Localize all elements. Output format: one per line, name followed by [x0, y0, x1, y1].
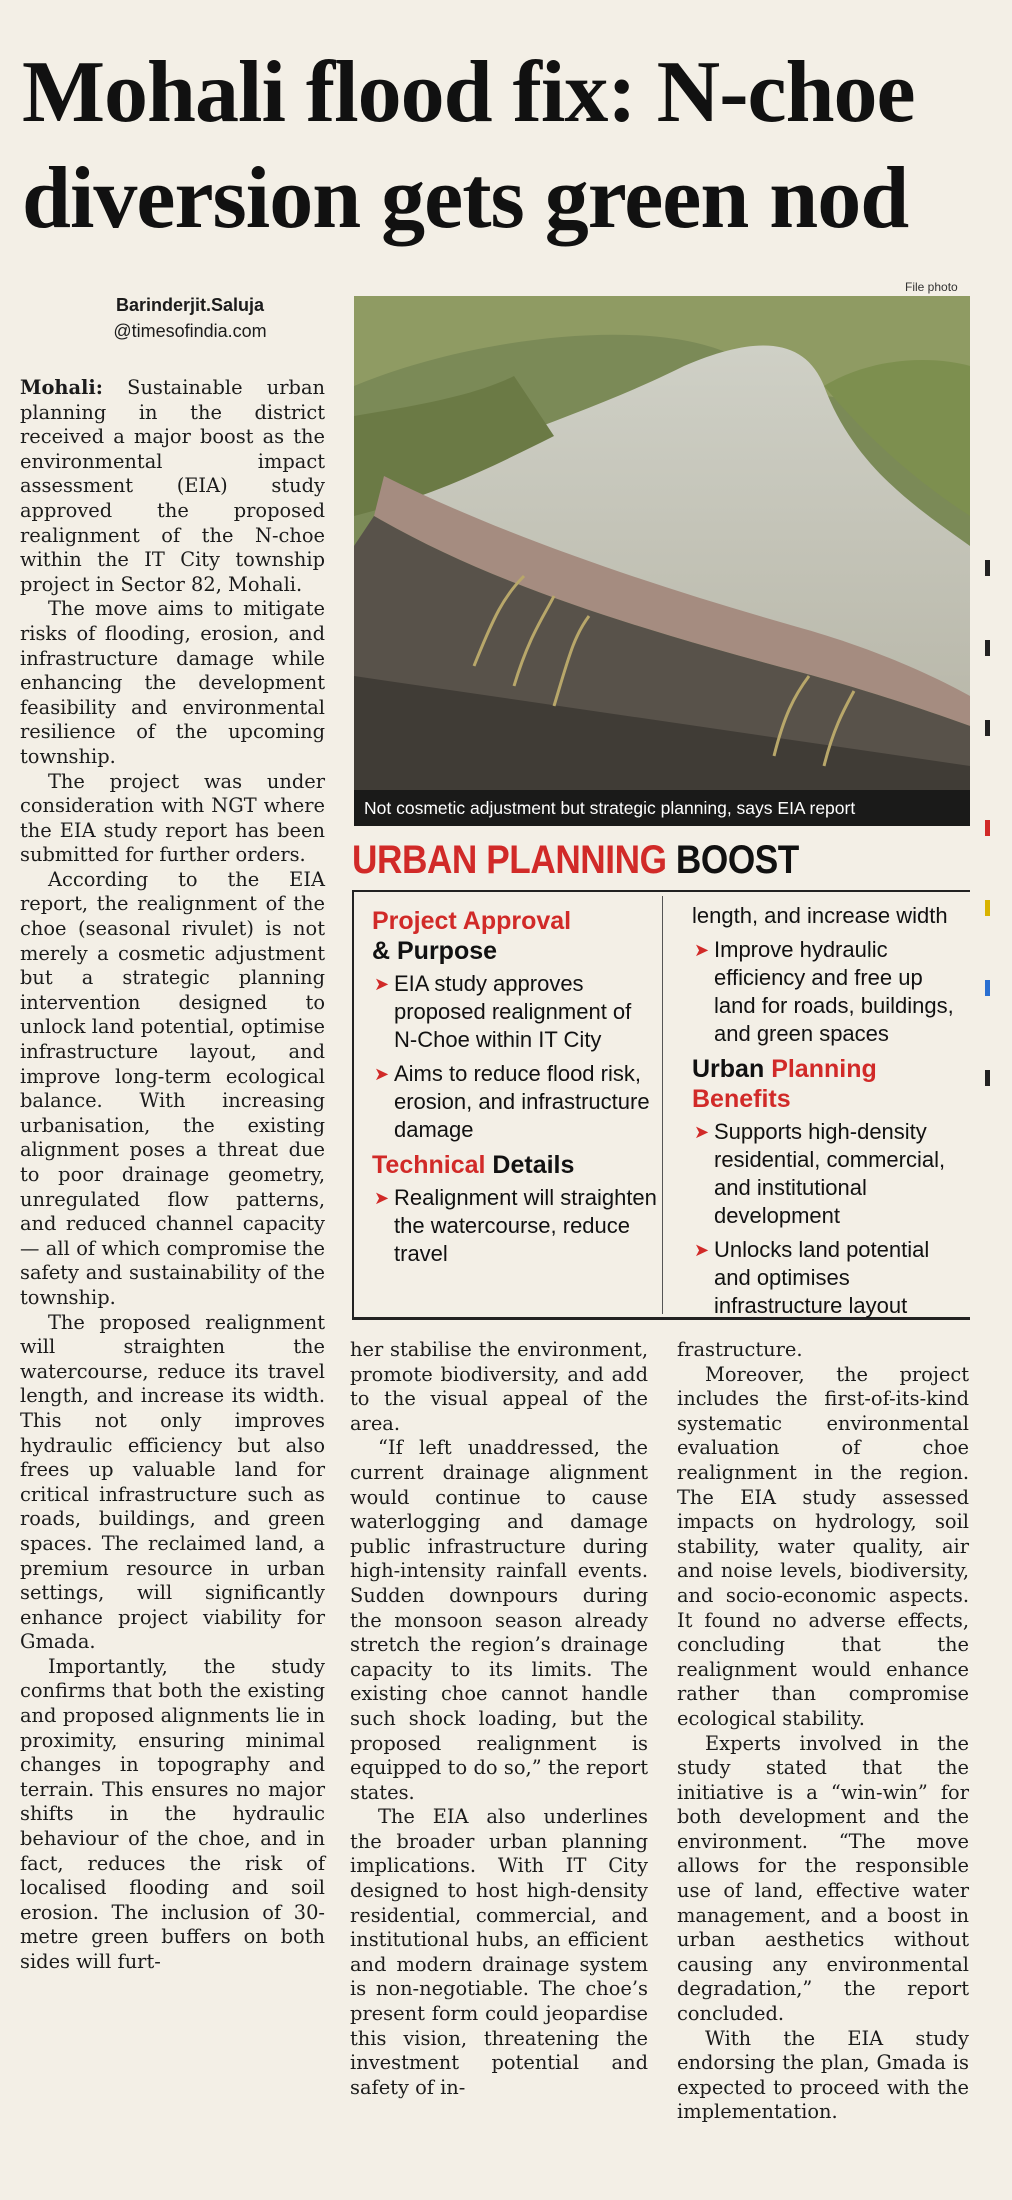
- article-column-1: [20, 376, 325, 1975]
- infobox-title-red: URBAN PLANNING: [352, 838, 667, 882]
- infobox-left-column: [372, 906, 657, 1274]
- article-paragraph: The EIA also underlines the broader urban planning implications. With IT City designed to host high-density residential, commercial, and institutional hubs, an efficient and modern drainage system is non-negotiable. The choe’s present form could jeopardise this vision, threatening the investment potential and safety of in-: [350, 1805, 648, 2099]
- dateline: Mohali:: [20, 376, 103, 399]
- article-paragraph: The project was under consideration with NGT where the EIA study report has been submitted for further orders.: [20, 769, 325, 867]
- article-paragraph: Importantly, the study confirms that both the existing and proposed alignments lie in proximity, ensuring minimal changes in topography and terrain. This ensures no major shifts in the hydraulic behaviour of the choe, and in fact, reduces the risk of localised flooding and soil erosion. The inclusion of 30-metre green buffers on both sides will furt-: [20, 1654, 325, 1973]
- article-column-3: [677, 1338, 969, 2125]
- article-paragraph: frastructure.: [677, 1338, 803, 1361]
- photo-caption: Not cosmetic adjustment but strategic planning, says EIA report: [354, 790, 970, 826]
- heading-red-part: Planning Benefits: [692, 1055, 877, 1113]
- bullet-text: EIA study approves proposed realignment of N-Choe within IT City: [394, 971, 632, 1052]
- infobox-continued-text: length, and increase width: [692, 903, 948, 928]
- arrow-bullet-icon: ➤: [374, 1188, 390, 1208]
- byline-email: @timesofindia.com: [113, 321, 267, 341]
- infobox-title-black: BOOST: [675, 838, 799, 882]
- infobox-heading-urban-planning-benefits: [692, 1054, 970, 1114]
- infobox-title: [352, 836, 799, 884]
- bullet-text: Aims to reduce flood risk, erosion, and infrastructure damage: [394, 1061, 650, 1142]
- article-paragraph: “If left unaddressed, the current drainage alignment would continue to cause waterlogging and damage public infrastructure during high-intensity rainfall events. Sudden downpours during the monsoon season already stretch the region’s drainage capacity to its limits. The existing choe cannot handle such shock loading, but the proposed realignment is equipped to do so,” the report states.: [350, 1436, 648, 1804]
- paragraph-text: Sustainable urban planning in the district received a major boost as the environmental impact assessment (EIA) study approved the proposed realignment of the N-choe within the IT City township project in Sector 82, Mohali.: [20, 376, 325, 596]
- registration-mark: [985, 980, 990, 996]
- infobox-right-column: [692, 902, 970, 1326]
- bullet-text: Improve hydraulic efficiency and free up land for roads, buildings, and green spaces: [714, 937, 954, 1046]
- heading-black-part: & Purpose: [372, 937, 498, 965]
- registration-mark: [985, 720, 990, 736]
- article-paragraph: According to the EIA report, the realignment of the choe (seasonal rivulet) is not merely a cosmetic adjustment but a strategic planning intervention designed to unlock land potential, optimise infrastructure layout, and improve long-term ecological balance. With increasing urbanisation, the existing alignment poses a threat due to poor drainage geometry, unregulated flow patterns, and reduced channel capacity — all of which compromise the safety and sustainability of the township.: [20, 867, 325, 1309]
- heading-black-part: Urban: [692, 1055, 765, 1083]
- article-paragraph: her stabilise the environment, promote biodiversity, and add to the visual appeal of the area.: [350, 1338, 648, 1435]
- bullet-text: Unlocks land potential and optimises infrastructure layout: [714, 1237, 930, 1318]
- infobox-heading-project-approval: [372, 906, 657, 966]
- infobox-urban-planning-boost: [352, 830, 970, 1322]
- registration-mark: [985, 640, 990, 656]
- heading-red-part: Project Approval: [372, 907, 572, 935]
- arrow-bullet-icon: ➤: [374, 1064, 390, 1084]
- infobox-bullet: [372, 970, 657, 1054]
- arrow-bullet-icon: ➤: [694, 1122, 710, 1142]
- infobox-bullet: [692, 1118, 970, 1230]
- article-paragraph: Moreover, the project includes the first-of-its-kind systematic environmental evaluation of choe realignment in the region. The EIA study assessed impacts on hydrology, soil stability, water quality, air and noise levels, biodiversity, and socio-economic aspects. It found no adverse effects, concluding that the realignment would enhance rather than compromise ecological stability.: [677, 1362, 969, 1730]
- article-paragraph: The move aims to mitigate risks of flooding, erosion, and infrastructure damage while enhancing the development feasibility and environmental resilience of the upcoming township.: [20, 597, 325, 768]
- arrow-bullet-icon: ➤: [374, 974, 390, 994]
- photo-illustration: [354, 296, 970, 826]
- infobox-bullet: [692, 936, 970, 1048]
- article-column-2: [350, 1338, 648, 2100]
- bullet-text: Realignment will straighten the watercourse, reduce travel: [394, 1185, 657, 1266]
- article-paragraph: The proposed realignment will straighten the watercourse, reduce its travel length, and increase its width. This not only improves hydraulic efficiency but also frees up valuable land for critical infrastructure such as roads, buildings, and green spaces. The reclaimed land, a premium resource in urban settings, will significantly enhance project viability for Gmada.: [20, 1310, 325, 1654]
- registration-mark: [985, 900, 990, 916]
- headline: Mohali flood fix: N-choe diversion gets green nod: [22, 44, 915, 247]
- byline-name: Barinderjit.Saluja: [115, 295, 265, 315]
- infobox-bullet: [372, 1184, 657, 1268]
- article-paragraph: [20, 376, 325, 597]
- registration-mark: [985, 560, 990, 576]
- article-paragraph: Experts involved in the study stated that the initiative is a “win-win” for both development and the environment. “The move allows for the responsible use of land, effective water management, and a boost in urban aesthetics without causing any environmental degradation,” the report concluded.: [677, 1731, 969, 2026]
- registration-mark: [985, 820, 990, 836]
- photo-credit: File photo: [905, 280, 958, 294]
- print-registration-marks: [985, 540, 991, 1240]
- infobox-heading-technical-details: [372, 1150, 657, 1180]
- arrow-bullet-icon: ➤: [694, 1240, 710, 1260]
- heading-black-part: Details: [492, 1151, 575, 1179]
- heading-red-part: Technical: [372, 1151, 486, 1179]
- infobox-divider: [662, 896, 663, 1314]
- infobox-bullet: [692, 1236, 970, 1320]
- arrow-bullet-icon: ➤: [694, 940, 710, 960]
- bullet-text: Supports high-density residential, commercial, and institutional development: [714, 1119, 946, 1228]
- byline: [60, 292, 320, 344]
- article-paragraph: With the EIA study endorsing the plan, Gmada is expected to proceed with the implementation.: [677, 2026, 969, 2124]
- photo-canal: [354, 296, 970, 826]
- infobox-bullet: [372, 1060, 657, 1144]
- registration-mark: [985, 1070, 990, 1086]
